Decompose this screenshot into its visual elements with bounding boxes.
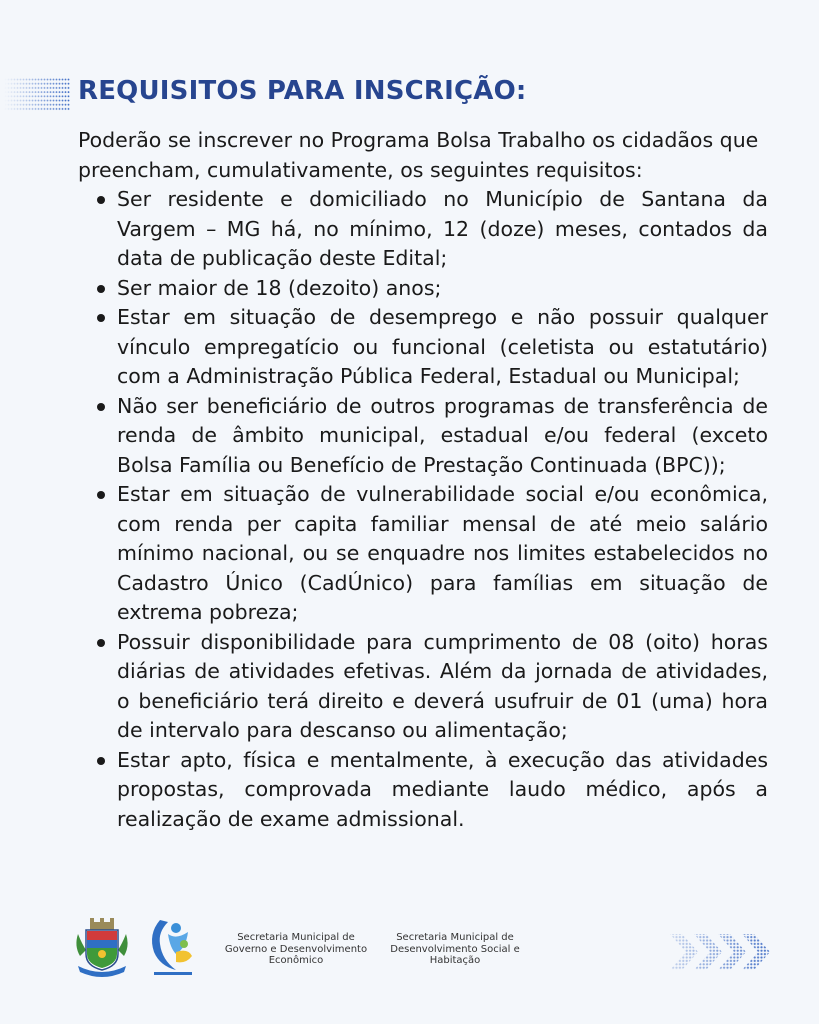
dotted-chevrons-icon [668,932,776,972]
list-item [78,274,768,304]
list-item-text: Não ser beneficiário de outros programas de transferência de renda de âmbito municipal, estadual e/ou federal (exceto Bolsa Família ou Benefício de Prestação Continuada (BPC)); [117,393,768,477]
list-item [78,303,768,392]
list-item-text: Ser residente e domiciliado no Município de Santana da Vargem – MG há, no mínimo, 12 (doze) meses, contados da data de publicação deste Edital; [117,187,768,270]
list-item-text: Estar apto, física e mentalmente, à execução das atividades propostas, comprovada mediante laudo médico, após a realização de exame admissional. [117,747,768,831]
list-item-text: Possuir disponibilidade para cumprimento de 08 (oito) horas diárias de atividades efetivas. Além da jornada de atividades, o beneficiário terá direito e deverá usufruir de 01 (uma) hora de intervalo para descanso ou alimentação; [117,629,768,742]
bullet-icon [97,314,105,322]
bullet-icon [97,639,105,647]
bullet-icon [97,196,105,204]
list-item-text: Ser maior de 18 (dezoito) anos; [117,275,442,300]
bullet-icon [97,491,105,499]
social-development-logo-icon [146,914,200,978]
list-item [78,628,768,746]
list-item-text: Estar em situação de desemprego e não possuir qualquer vínculo empregatício ou funcional (celetista ou estatutário) com a Administração Pública Federal, Estadual ou Municipal; [117,305,768,388]
requirements-section [78,126,768,834]
dotted-lines-icon [4,78,70,112]
requirements-list [78,185,768,834]
list-item [78,746,768,835]
municipal-crest-icon [72,916,132,980]
list-item [78,392,768,481]
bullet-icon [97,757,105,765]
bullet-icon [97,403,105,411]
page-title: REQUISITOS PARA INSCRIÇÃO: [78,76,527,106]
secretaria-governo-label: Secretaria Municipal de Governo e Desenvolvimento Econômico [224,932,368,966]
list-item [78,185,768,274]
intro-paragraph: Poderão se inscrever no Programa Bolsa Trabalho os cidadãos que preencham, cumulativamente, os seguintes requisitos: [78,128,759,182]
list-item-text: Estar em situação de vulnerabilidade social e/ou econômica, com renda per capita familiar mensal de até meio salário mínimo nacional, ou se enquadre nos limites estabelecidos no Cadastro Único (CadÚnico) para famílias em situação de extrema pobreza; [117,482,768,624]
footer [0,910,819,990]
bullet-icon [97,285,105,293]
secretaria-social-label: Secretaria Municipal de Desenvolvimento Social e Habitação [390,932,520,966]
list-item [78,480,768,628]
